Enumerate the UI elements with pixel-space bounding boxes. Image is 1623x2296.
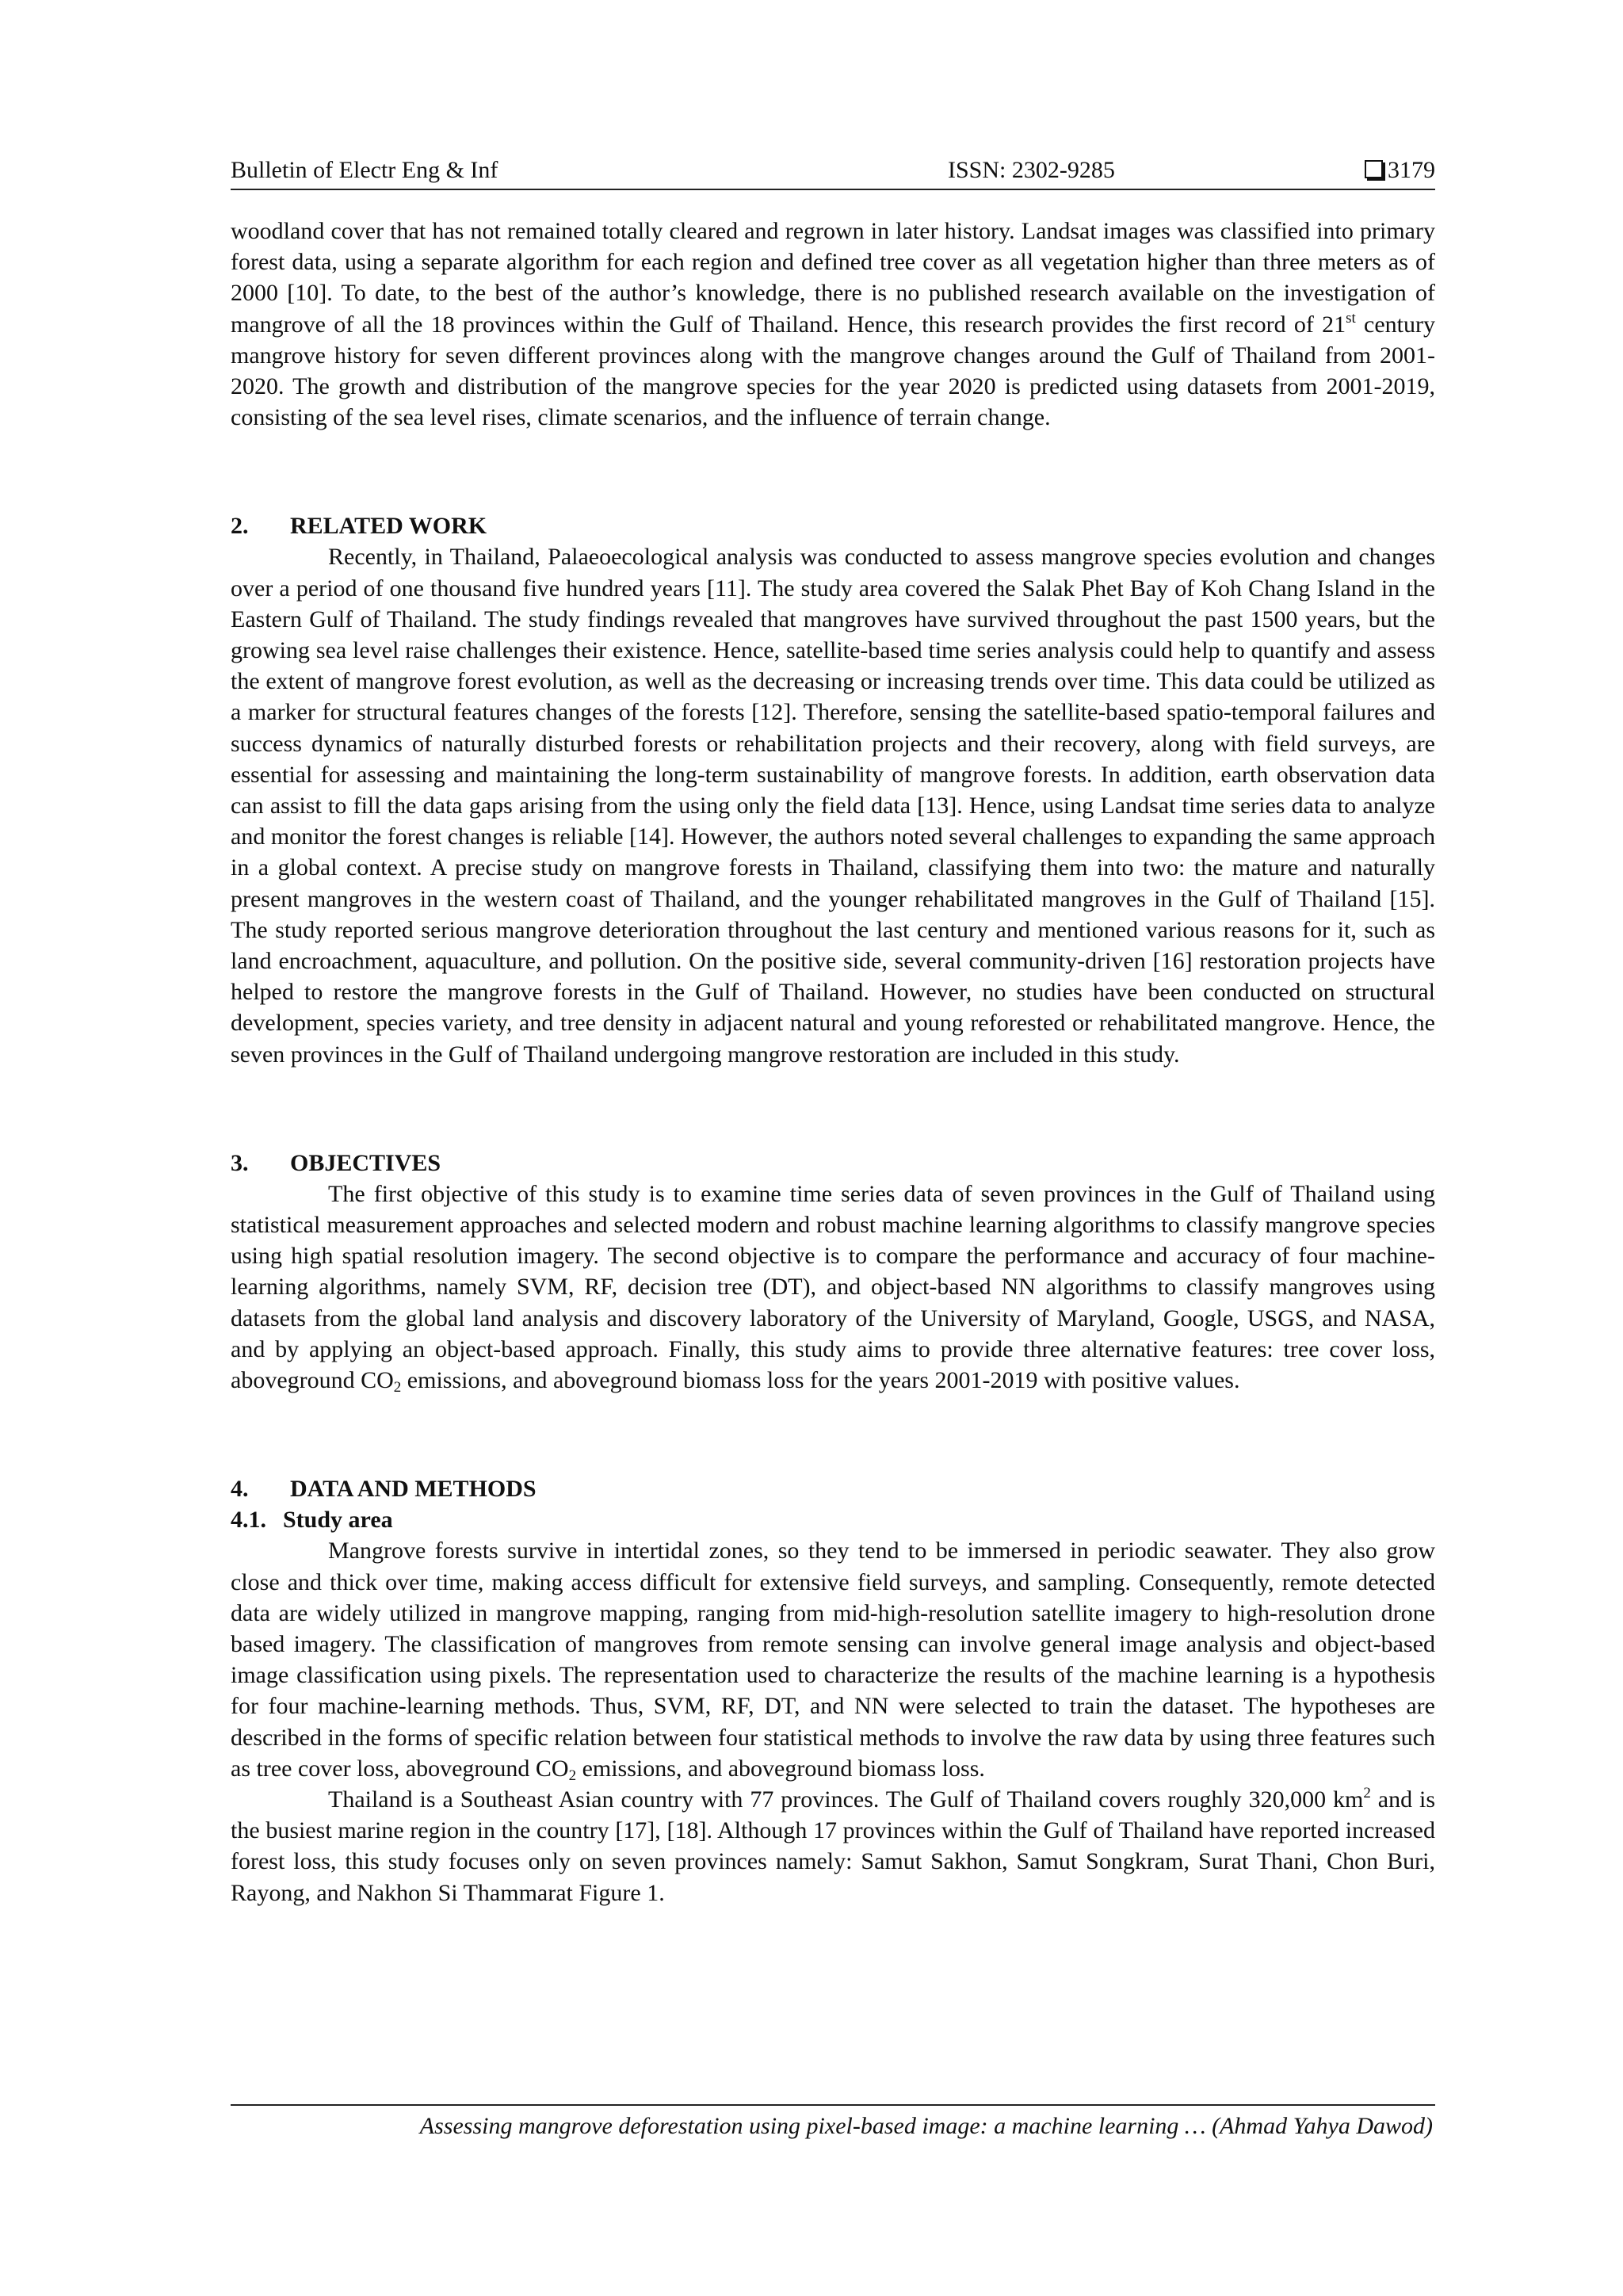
co2-subscript: 2 — [393, 1379, 402, 1396]
page-body — [231, 216, 1435, 1908]
section-title: OBJECTIVES — [290, 1149, 441, 1176]
section-gap — [231, 433, 1435, 510]
subsection-number: 4.1. — [231, 1507, 266, 1534]
page-number: 3179 — [1388, 157, 1435, 183]
intro-paragraph — [231, 216, 1435, 433]
page-number-wrap — [1365, 157, 1435, 184]
section-4-paragraph-1 — [231, 1535, 1435, 1784]
page-header — [231, 155, 1435, 190]
section-2-heading — [231, 510, 1435, 541]
section-4-heading — [231, 1473, 1435, 1504]
square-icon — [1365, 160, 1383, 178]
section-4-paragraph-2 — [231, 1784, 1435, 1908]
section-3-body — [231, 1179, 1435, 1396]
p2-text-a: Thailand is a Southeast Asian country with 77 provinces. The Gulf of Thailand covers roughly 320,000 km — [328, 1786, 1364, 1813]
section-gap — [231, 1070, 1435, 1148]
subsection-title: Study area — [283, 1507, 393, 1534]
p1-text-b: emissions, and aboveground biomass loss. — [576, 1755, 985, 1782]
km2-superscript: 2 — [1363, 1784, 1371, 1801]
p2-text-b: and is the busiest marine region in the country [17], [18]. Although 17 provinces within the Gulf of Thailand have reported increased forest loss, this study focuses only on seven provinces namely: Samut Sakhon, Samut Songkram, Surat Thani, Chon Buri, Rayong, and Nakhon Si Thammarat Figure 1. — [231, 1786, 1436, 1906]
issn: ISSN: 2302-9285 — [948, 157, 1115, 183]
section-2-body: Recently, in Thailand, Palaeoecological analysis was conducted to assess mangrove species evolution and changes over a period of one thousand five hundred years [11]. The study area covered the Salak Phet Bay of Koh Chang Island in the Eastern Gulf of Thailand. The study findings revealed that mangroves have survived throughout the past 1500 years, but the growing sea level raise challenges their existence. Hence, satellite-based time series analysis could help to quantify and assess the extent of mangrove forest evolution, as well as the decreasing or increasing trends over time. This data could be utilized as a marker for structural features changes of the forests [12]. Therefore, sensing the satellite-based spatio-temporal failures and success dynamics of naturally disturbed forests or rehabilitation projects and their recovery, along with field surveys, are essential for assessing and maintaining the long-term sustainability of mangrove forests. In addition, earth observation data can assist to fill the data gaps arising from the using only the field data [13]. Hence, using Landsat time series data to analyze and monitor the forest changes is reliable [14]. However, the authors noted several challenges to expanding the same approach in a global context. A precise study on mangrove forests in Thailand, classifying them into two: the mature and naturally present mangroves in the western coast of Thailand, and the younger rehabilitated mangroves in the Gulf of Thailand [15]. The study reported serious mangrove deterioration throughout the last century and mentioned various reasons for it, such as land encroachment, aquaculture, and pollution. On the positive side, several community-driven [16] restoration projects have helped to restore the mangrove forests in the Gulf of Thailand. However, no studies have been conducted on structural development, species variety, and tree density in adjacent natural and young reforested or rehabilitated mangrove. Hence, the seven provinces in the Gulf of Thailand undergoing mangrove restoration are included in this study. — [231, 544, 1435, 1068]
footer-rule — [231, 2104, 1435, 2106]
section-number: 2. — [231, 513, 249, 540]
section-3-text-a: The first objective of this study is to examine time series data of seven provinces in the Gulf of Thailand using statistical measurement approaches and selected modern and robust machine learning algorithms to classify mangrove species using high spatial resolution imagery. The second objective is to compare the performance and accuracy of four machine-learning algorithms, namely SVM, RF, decision tree (DT), and object-based NN algorithms to classify mangroves using datasets from the global land analysis and discovery laboratory of the University of Maryland, Google, USGS, and NASA, and by applying an object-based approach. Finally, this study aims to provide three alternative features: tree cover loss, aboveground CO — [231, 1180, 1435, 1394]
intro-text-a: woodland cover that has not remained totally cleared and regrown in later history. Landsat images was classified into primary forest data, using a separate algorithm for each region and defined tree cover as all vegetation higher than three meters as of 2000 [10]. To date, to the best of the author’s knowledge, there is no published research available on the investigation of mangrove of all the 18 provinces within the Gulf of Thailand. Hence, this research provides the first record of 21 — [231, 218, 1435, 338]
section-gap — [231, 1396, 1435, 1473]
journal-name: Bulletin of Electr Eng & Inf — [231, 157, 498, 183]
page-footer: Assessing mangrove deforestation using pixel-based image: a machine learning … (Ahmad Yahya Dawod) — [419, 2113, 1433, 2139]
intro-superscript: st — [1346, 309, 1356, 327]
section-title: DATA AND METHODS — [290, 1476, 537, 1503]
section-3-heading — [231, 1148, 1435, 1179]
subsection-4-1-heading — [231, 1504, 1435, 1535]
intro-text-b: century mangrove history for seven different provinces along with the mangrove changes around the Gulf of Thailand from 2001-2020. The growth and distribution of the mangrove species for the year 2020 is predicted using datasets from 2001-2019, consisting of the sea level rises, climate scenarios, and the influence of terrain change. — [231, 311, 1435, 431]
section-title: RELATED WORK — [290, 513, 487, 540]
co2-subscript: 2 — [568, 1767, 577, 1784]
section-number: 4. — [231, 1476, 249, 1503]
section-3-text-b: emissions, and aboveground biomass loss for the years 2001-2019 with positive values. — [401, 1367, 1240, 1394]
section-number: 3. — [231, 1149, 249, 1176]
p1-text-a: Mangrove forests survive in intertidal zones, so they tend to be immersed in periodic seawater. They also grow close and thick over time, making access difficult for extensive field surveys, and sampling. Consequently, remote detected data are widely utilized in mangrove mapping, ranging from mid-high-resolution satellite imagery to high-resolution drone based imagery. The classification of mangroves from remote sensing can involve general image analysis and object-based image classification using pixels. The representation used to characterize the results of the machine learning is a hypothesis for four machine-learning methods. Thus, SVM, RF, DT, and NN were selected to train the dataset. The hypotheses are described in the forms of specific relation between four statistical methods to involve the raw data by using three features such as tree cover loss, aboveground CO — [231, 1538, 1435, 1782]
